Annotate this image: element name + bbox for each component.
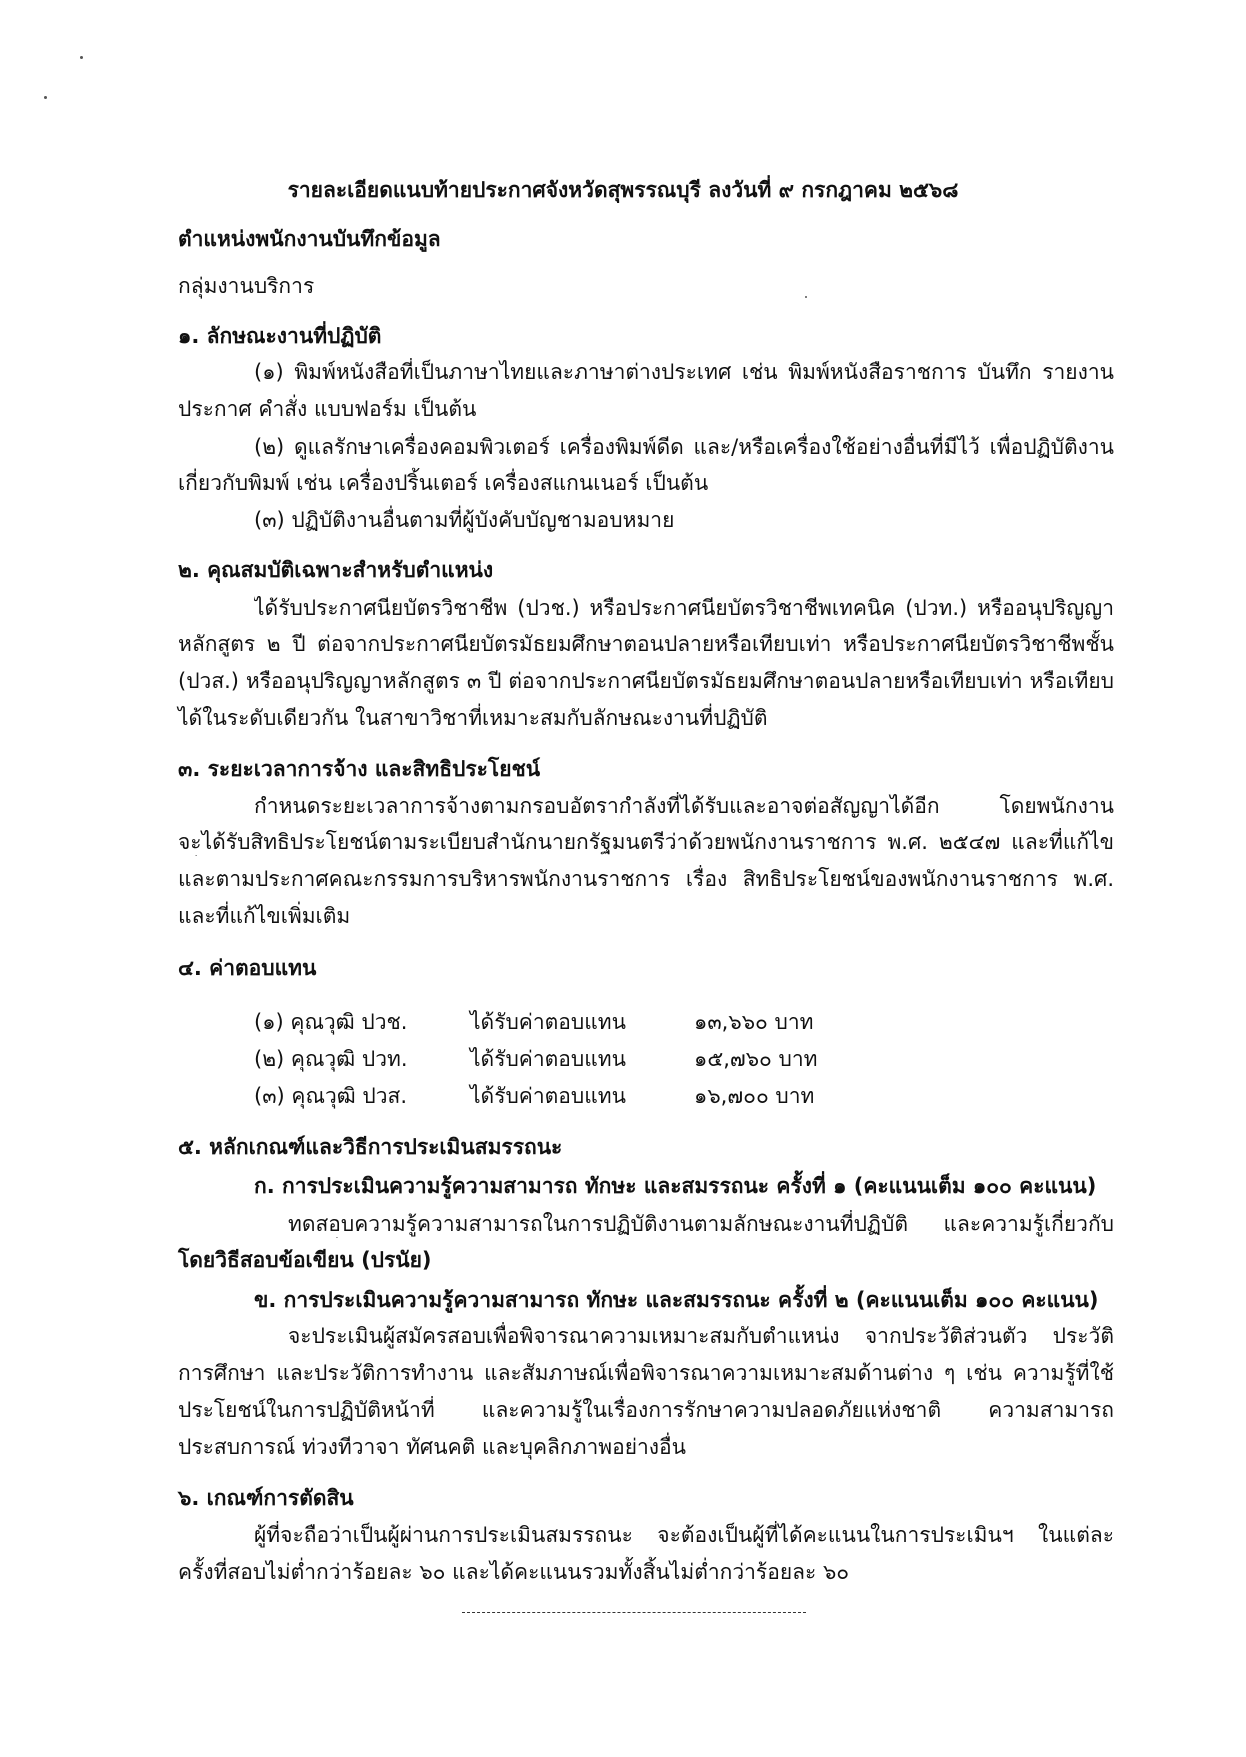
section-1-line: เกี่ยวกับพิมพ์ เช่น เครื่องปริ้นเตอร์ เครื่องสแกนเนอร์ เป็นต้น [178,471,709,495]
section-2-line: ได้ในระดับเดียวกัน ในสาขาวิชาที่เหมาะสมกับลักษณะงานที่ปฏิบัติ [178,706,768,730]
qualification: (๑) คุณวุฒิ ปวช. [254,1010,408,1034]
assessment-2-heading: ข. การประเมินความรู้ความสามารถ ทักษะ และสมรรถนะ ครั้งที่ ๒ (คะแนนเต็ม ๑๐๐ คะแนน) [254,1288,1099,1312]
section-2-line: หลักสูตร ๒ ปี ต่อจากประกาศนียบัตรมัธยมศึกษาตอนปลายหรือเทียบเท่า หรือประกาศนียบัตรวิชาชีพชั้น [178,632,1114,656]
assessment-2-line: จะประเมินผู้สมัครสอบเพื่อพิจารณาความเหมาะสมกับตำแหน่ง จากประวัติส่วนตัว ประวัติ [288,1324,1114,1348]
position-title: ตำแหน่งพนักงานบันทึกข้อมูล [178,227,441,251]
section-1-line: (๑) พิมพ์หนังสือที่เป็นภาษาไทยและภาษาต่างประเทศ เช่น พิมพ์หนังสือราชการ บันทึก รายงาน [254,360,1114,384]
section-5-heading: ๕. หลักเกณฑ์และวิธีการประเมินสมรรถนะ [178,1135,563,1159]
section-2-line: (ปวส.) หรืออนุปริญญาหลักสูตร ๓ ปี ต่อจากประกาศนียบัตรมัธยมศึกษาตอนปลายหรือเทียบเท่า หรือเทียบ [178,669,1114,693]
section-4-heading: ๔. ค่าตอบแทน [178,956,317,980]
document-title: รายละเอียดแนบท้ายประกาศจังหวัดสุพรรณบุรี ลงวันที่ ๙ กรกฎาคม ๒๕๖๘ [287,178,959,202]
section-3-line: จะได้รับสิทธิประโยชน์ตามระเบียบสำนักนายกรัฐมนตรีว่าด้วยพนักงานราชการ พ.ศ. ๒๕๔๗ และที่แก้ไข [178,830,1114,854]
assessment-2-line: ประโยชน์ในการปฏิบัติหน้าที่ และความรู้ในเรื่องการรักษาความปลอดภัยแห่งชาติ ความสามารถ [178,1398,1114,1422]
end-divider [462,1612,806,1613]
section-3-heading: ๓. ระยะเวลาการจ้าง และสิทธิประโยชน์ [178,757,541,781]
section-1-line: (๓) ปฏิบัติงานอื่นตามที่ผู้บังคับบัญชามอบหมาย [254,508,675,532]
section-2-line: ได้รับประกาศนียบัตรวิชาชีพ (ปวช.) หรือประกาศนียบัตรวิชาชีพเทคนิค (ปวท.) หรืออนุปริญญา [254,596,1114,620]
section-6-line: ผู้ที่จะถือว่าเป็นผู้ผ่านการประเมินสมรรถนะ จะต้องเป็นผู้ที่ได้คะแนนในการประเมินฯ ในแต่ละ [254,1523,1114,1547]
section-3-line: กำหนดระยะเวลาการจ้างตามกรอบอัตรากำลังที่ได้รับและอาจต่อสัญญาได้อีก โดยพนักงาน [254,794,1114,818]
qualification: (๒) คุณวุฒิ ปวท. [254,1047,408,1071]
qualification: (๓) คุณวุฒิ ปวส. [254,1084,407,1108]
compensation-label: ได้รับค่าตอบแทน [470,1010,626,1034]
assessment-1-line: ทดสอบความรู้ความสามารถในการปฏิบัติงานตามลักษณะงานที่ปฏิบัติ และความรู้เกี่ยวกับ [288,1212,1114,1236]
compensation-label: ได้รับค่าตอบแทน [470,1047,626,1071]
assessment-2-line: การศึกษา และประวัติการทำงาน และสัมภาษณ์เพื่อพิจารณาความเหมาะสมด้านต่าง ๆ เช่น ความรู้ที่ใช้ [178,1361,1114,1385]
scan-speck [80,56,83,59]
scan-speck [805,296,807,298]
section-2-heading: ๒. คุณสมบัติเฉพาะสำหรับตำแหน่ง [178,558,494,582]
section-3-line: และที่แก้ไขเพิ่มเติม [178,904,351,928]
section-3-line: และตามประกาศคณะกรรมการบริหารพนักงานราชการ เรื่อง สิทธิประโยชน์ของพนักงานราชการ พ.ศ. [178,867,1114,891]
compensation-label: ได้รับค่าตอบแทน [470,1084,626,1108]
section-1-line: ประกาศ คำสั่ง แบบฟอร์ม เป็นต้น [178,397,477,421]
section-6-line: ครั้งที่สอบไม่ต่ำกว่าร้อยละ ๖๐ และได้คะแนนรวมทั้งสิ้นไม่ต่ำกว่าร้อยละ ๖๐ [178,1560,850,1584]
scan-speck [44,96,47,99]
compensation-amount: ๑๓,๖๖๐ บาท [694,1010,814,1034]
assessment-1-heading: ก. การประเมินความรู้ความสามารถ ทักษะ และสมรรถนะ ครั้งที่ ๑ (คะแนนเต็ม ๑๐๐ คะแนน) [254,1174,1097,1198]
compensation-amount: ๑๖,๗๐๐ บาท [694,1084,815,1108]
group-title: กลุ่มงานบริการ [178,274,315,298]
assessment-2-line: ประสบการณ์ ท่วงทีวาจา ทัศนคติ และบุคลิกภาพอย่างอื่น [178,1435,687,1459]
section-1-line: (๒) ดูแลรักษาเครื่องคอมพิวเตอร์ เครื่องพิมพ์ดีด และ/หรือเครื่องใช้อย่างอื่นที่มีไว้ เพื่อปฏิบัติงาน [254,435,1114,459]
section-1-heading: ๑. ลักษณะงานที่ปฏิบัติ [178,324,382,348]
compensation-amount: ๑๕,๗๖๐ บาท [694,1047,818,1071]
section-6-heading: ๖. เกณฑ์การตัดสิน [178,1486,354,1510]
assessment-1-line: โดยวิธีสอบข้อเขียน (ปรนัย) [178,1248,432,1272]
